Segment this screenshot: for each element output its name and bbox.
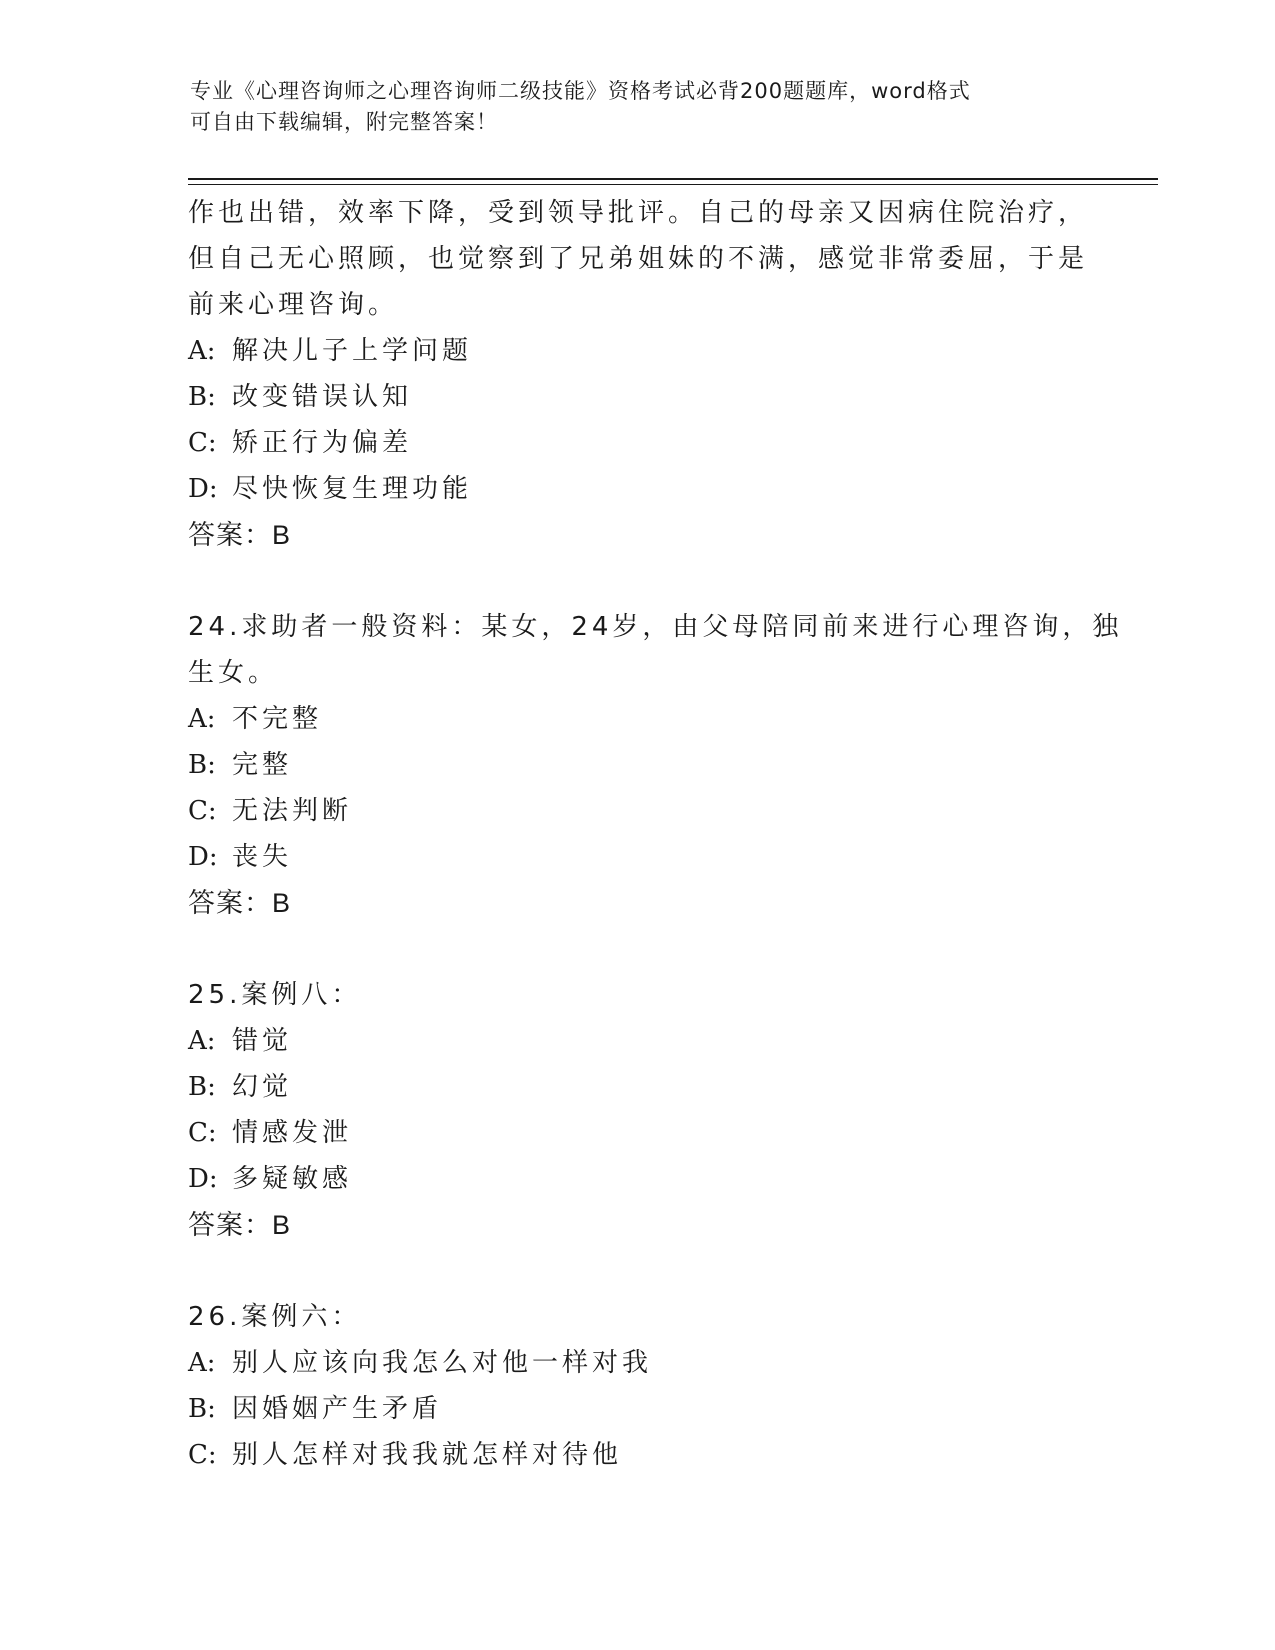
option-d bbox=[188, 1156, 1088, 1202]
option-label: D: bbox=[188, 474, 218, 504]
header-rule-thick bbox=[188, 178, 1158, 180]
option-a bbox=[188, 1340, 1088, 1386]
question-text-line: 生女。 bbox=[188, 658, 279, 688]
option-text: 别人应该向我怎么对他一样对我 bbox=[232, 1348, 653, 1378]
option-d bbox=[188, 834, 1088, 880]
option-label: A: bbox=[188, 336, 216, 366]
option-label: D: bbox=[188, 842, 218, 872]
option-text: 无法判断 bbox=[232, 796, 353, 826]
option-b bbox=[188, 374, 1088, 420]
option-text: 解决儿子上学问题 bbox=[232, 336, 473, 366]
option-label: A: bbox=[188, 1348, 216, 1378]
header-line-2: 可自由下载编辑，附完整答案！ bbox=[190, 110, 498, 134]
header-rule-thin bbox=[188, 184, 1158, 185]
option-text: 错觉 bbox=[232, 1026, 293, 1056]
option-a bbox=[188, 328, 1088, 374]
question-text-line: 26.案例六： bbox=[188, 1302, 362, 1332]
option-label: C: bbox=[188, 1440, 217, 1470]
option-text: 矫正行为偏差 bbox=[232, 428, 413, 458]
option-c bbox=[188, 788, 1088, 834]
option-text: 情感发泄 bbox=[232, 1118, 353, 1148]
option-label: B: bbox=[188, 1394, 216, 1424]
header-line-1: 专业《心理咨询师之心理咨询师二级技能》资格考试必背200题题库，word格式 bbox=[190, 79, 971, 103]
option-label: B: bbox=[188, 750, 216, 780]
option-text: 改变错误认知 bbox=[232, 382, 413, 412]
answer-line: 答案：B bbox=[188, 888, 292, 918]
option-b bbox=[188, 1386, 1088, 1432]
option-a bbox=[188, 1018, 1088, 1064]
answer-line: 答案：B bbox=[188, 520, 292, 550]
answer-line: 答案：B bbox=[188, 1210, 292, 1240]
option-label: C: bbox=[188, 796, 217, 826]
option-text: 因婚姻产生矛盾 bbox=[232, 1394, 443, 1424]
option-label: C: bbox=[188, 1118, 217, 1148]
option-text: 别人怎样对我我就怎样对待他 bbox=[232, 1440, 623, 1470]
option-text: 尽快恢复生理功能 bbox=[232, 474, 473, 504]
option-label: A: bbox=[188, 704, 216, 734]
question-23-continuation bbox=[188, 190, 1088, 558]
option-label: A: bbox=[188, 1026, 216, 1056]
option-text: 完整 bbox=[232, 750, 293, 780]
question-text-line: 但自己无心照顾，也觉察到了兄弟姐妹的不满，感觉非常委屈，于是 bbox=[188, 244, 1089, 274]
option-label: B: bbox=[188, 1072, 216, 1102]
option-c bbox=[188, 1110, 1088, 1156]
option-d bbox=[188, 466, 1088, 512]
question-text-line: 24.求助者一般资料：某女，24岁，由父母陪同前来进行心理咨询，独 bbox=[188, 612, 1123, 642]
question-text-line: 作也出错，效率下降，受到领导批评。自己的母亲又因病住院治疗， bbox=[188, 198, 1089, 228]
option-b bbox=[188, 1064, 1088, 1110]
option-label: B: bbox=[188, 382, 216, 412]
option-c bbox=[188, 1432, 1088, 1478]
option-text: 丧失 bbox=[232, 842, 293, 872]
question-text-line: 前来心理咨询。 bbox=[188, 290, 399, 320]
option-label: C: bbox=[188, 428, 217, 458]
option-b bbox=[188, 742, 1088, 788]
option-text: 多疑敏感 bbox=[232, 1164, 353, 1194]
option-text: 不完整 bbox=[232, 704, 323, 734]
question-26 bbox=[188, 1294, 1088, 1478]
option-label: D: bbox=[188, 1164, 218, 1194]
question-25 bbox=[188, 972, 1088, 1248]
option-c bbox=[188, 420, 1088, 466]
option-a bbox=[188, 696, 1088, 742]
option-text: 幻觉 bbox=[232, 1072, 293, 1102]
question-24 bbox=[188, 604, 1123, 926]
question-text-line: 25.案例八： bbox=[188, 980, 362, 1010]
document-header bbox=[190, 76, 1090, 138]
question-list bbox=[188, 190, 1123, 1478]
